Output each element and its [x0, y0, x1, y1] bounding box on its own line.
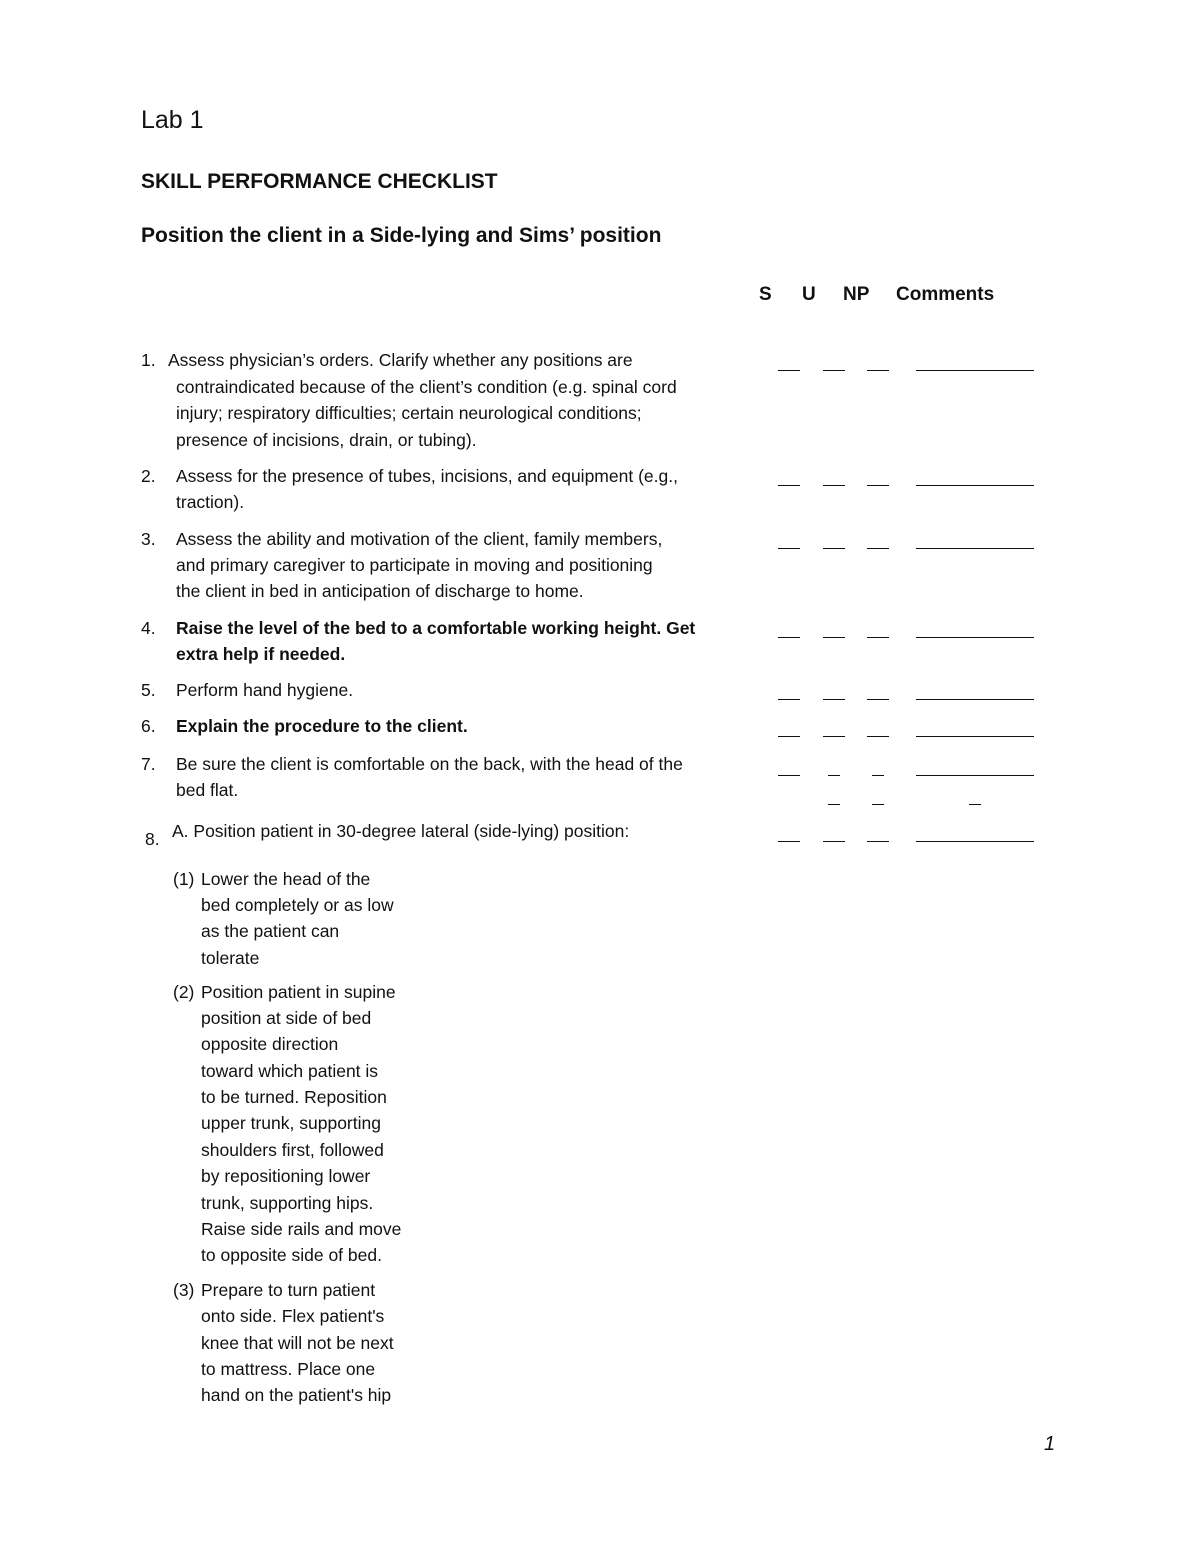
u-blank[interactable] — [823, 485, 845, 486]
item-line: Raise the level of the bed to a comfortable working height. Get — [176, 618, 696, 638]
item-number: 6. — [141, 716, 156, 736]
item-number: 2. — [141, 466, 156, 486]
substep-line: bed completely or as low — [201, 895, 394, 915]
substep-line: Raise side rails and move — [201, 1219, 402, 1239]
substep-line: as the patient can — [201, 921, 340, 941]
substep-line: knee that will not be next — [201, 1333, 394, 1353]
column-header-u: U — [802, 284, 816, 305]
item-line: the client in bed in anticipation of discharge to home. — [176, 581, 584, 601]
substep-line: tolerate — [201, 948, 260, 968]
substep-number: (2) — [173, 982, 195, 1002]
item-number: 3. — [141, 529, 156, 549]
np-blank[interactable] — [872, 804, 884, 805]
item-line: Assess physician’s orders. Clarify whether any positions are — [168, 350, 633, 370]
substep-number: (1) — [173, 869, 195, 889]
substep-line: position at side of bed — [201, 1008, 372, 1028]
substep-line: to be turned. Reposition — [201, 1087, 387, 1107]
substep-line: toward which patient is — [201, 1061, 379, 1081]
s-blank[interactable] — [778, 637, 800, 638]
item-number: 4. — [141, 618, 156, 638]
u-blank[interactable] — [823, 841, 845, 842]
comments-blank[interactable] — [916, 370, 1034, 371]
item-line: and primary caregiver to participate in moving and positioning — [176, 555, 653, 575]
substep-line: shoulders first, followed — [201, 1140, 384, 1160]
np-blank[interactable] — [867, 699, 889, 700]
comments-blank[interactable] — [916, 637, 1034, 638]
comments-blank[interactable] — [969, 804, 981, 805]
substep-line: upper trunk, supporting — [201, 1113, 381, 1133]
substep-line: Position patient in supine — [201, 982, 396, 1002]
substep-line: opposite direction — [201, 1034, 339, 1054]
substep-line: onto side. Flex patient's — [201, 1306, 385, 1326]
item-line: Be sure the client is comfortable on the back, with the head of the — [176, 754, 683, 774]
item-number: 7. — [141, 754, 156, 774]
u-blank[interactable] — [823, 548, 845, 549]
s-blank[interactable] — [778, 485, 800, 486]
item-line: Explain the procedure to the client. — [176, 716, 468, 736]
comments-blank[interactable] — [916, 548, 1034, 549]
comments-blank[interactable] — [916, 775, 1034, 776]
u-blank[interactable] — [828, 804, 840, 805]
item-line: contraindicated because of the client’s condition (e.g. spinal cord — [176, 377, 677, 397]
substep-line: to opposite side of bed. — [201, 1245, 382, 1265]
np-blank[interactable] — [867, 485, 889, 486]
u-blank[interactable] — [828, 775, 840, 776]
item-number: 8. — [145, 829, 160, 849]
item-line: injury; respiratory difficulties; certain neurological conditions; — [176, 403, 642, 423]
substep-line: trunk, supporting hips. — [201, 1193, 374, 1213]
s-blank[interactable] — [778, 370, 800, 371]
u-blank[interactable] — [823, 736, 845, 737]
column-header-np: NP — [843, 284, 870, 305]
checklist-title: SKILL PERFORMANCE CHECKLIST — [141, 170, 498, 193]
s-blank[interactable] — [778, 548, 800, 549]
item-number: 5. — [141, 680, 156, 700]
item-number: 1. — [141, 350, 156, 370]
item-line: extra help if needed. — [176, 644, 346, 664]
substep-line: Lower the head of the — [201, 869, 371, 889]
item-line: Assess for the presence of tubes, incisions, and equipment (e.g., — [176, 466, 678, 486]
item-line: traction). — [176, 492, 245, 512]
substep-number: (3) — [173, 1280, 195, 1300]
substep-line: by repositioning lower — [201, 1166, 371, 1186]
substep-line: Prepare to turn patient — [201, 1280, 376, 1300]
s-blank[interactable] — [778, 841, 800, 842]
substep-line: hand on the patient's hip — [201, 1385, 392, 1405]
item-line: Assess the ability and motivation of the client, family members, — [176, 529, 663, 549]
item-line: A. Position patient in 30-degree lateral (side-lying) position: — [172, 821, 630, 841]
s-blank[interactable] — [778, 699, 800, 700]
column-header-comments: Comments — [896, 284, 995, 305]
np-blank[interactable] — [867, 841, 889, 842]
s-blank[interactable] — [778, 736, 800, 737]
item-line: bed flat. — [176, 780, 239, 800]
u-blank[interactable] — [823, 637, 845, 638]
substep-line: to mattress. Place one — [201, 1359, 376, 1379]
s-blank[interactable] — [778, 775, 800, 776]
item-line: presence of incisions, drain, or tubing). — [176, 430, 477, 450]
procedure-title: Position the client in a Side-lying and Sims’ position — [141, 224, 662, 247]
item-line: Perform hand hygiene. — [176, 680, 354, 700]
lab-title: Lab 1 — [141, 106, 204, 134]
column-header-s: S — [759, 284, 772, 305]
comments-blank[interactable] — [916, 699, 1034, 700]
page-number: 1 — [1044, 1433, 1056, 1455]
comments-blank[interactable] — [916, 485, 1034, 486]
np-blank[interactable] — [867, 736, 889, 737]
comments-blank[interactable] — [916, 841, 1034, 842]
comments-blank[interactable] — [916, 736, 1034, 737]
u-blank[interactable] — [823, 370, 845, 371]
np-blank[interactable] — [867, 370, 889, 371]
np-blank[interactable] — [867, 637, 889, 638]
np-blank[interactable] — [872, 775, 884, 776]
u-blank[interactable] — [823, 699, 845, 700]
np-blank[interactable] — [867, 548, 889, 549]
